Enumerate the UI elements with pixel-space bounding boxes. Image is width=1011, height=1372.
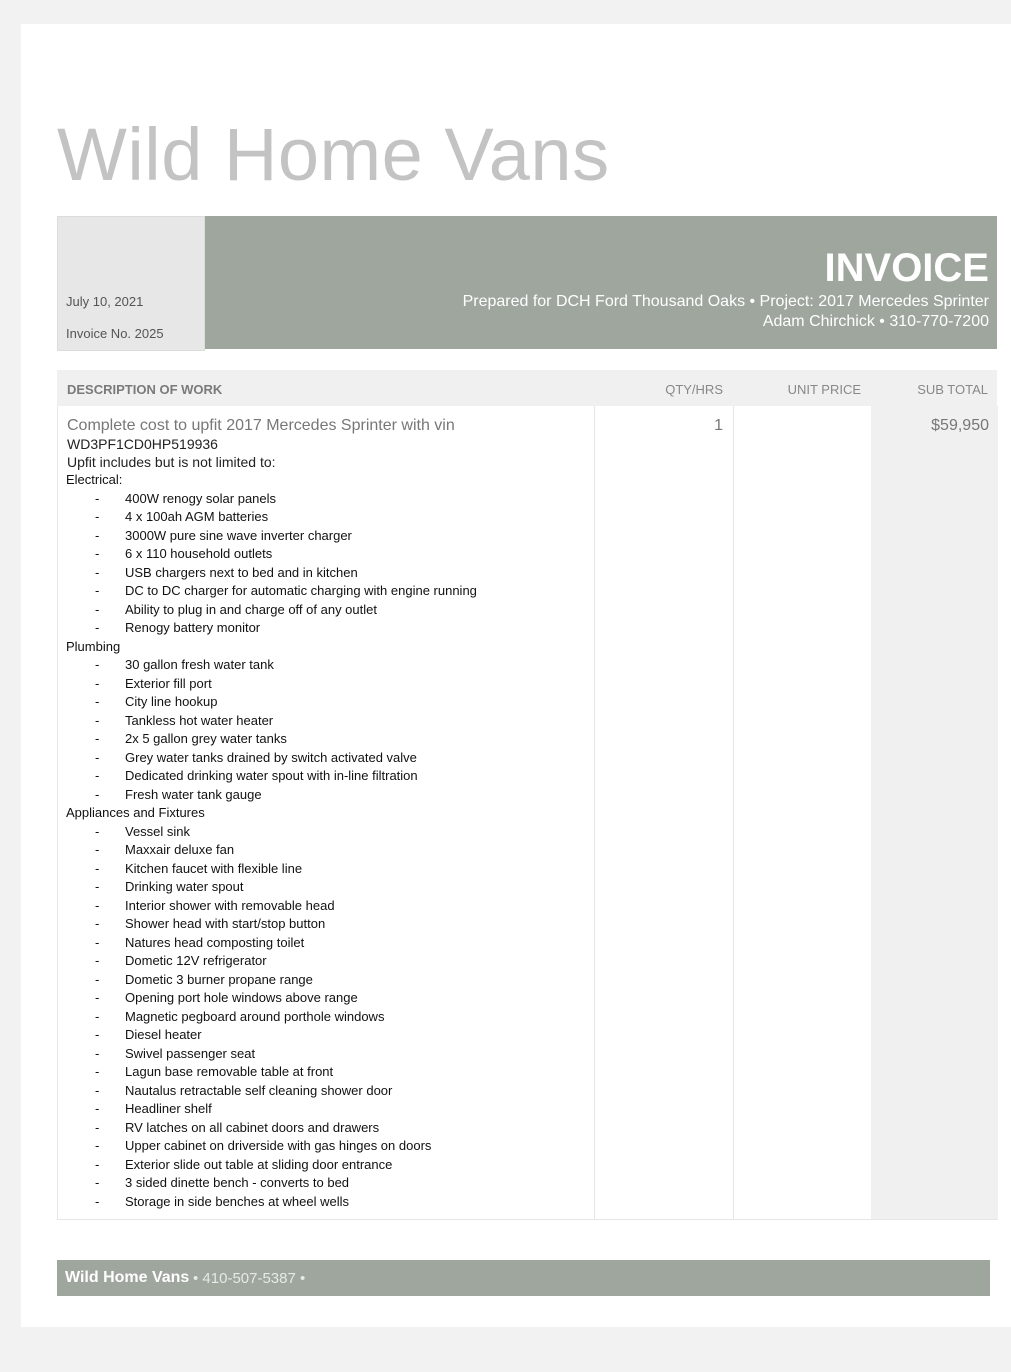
- unit-price-cell: [734, 406, 870, 1219]
- header-qty: QTY/HRS: [665, 382, 723, 397]
- bullet-dash: -: [95, 842, 100, 857]
- row-vin: WD3PF1CD0HP519936: [67, 436, 218, 452]
- list-item-text: 30 gallon fresh water tank: [125, 657, 274, 672]
- list-item: [66, 841, 591, 860]
- list-item-text: Exterior slide out table at sliding door entrance: [125, 1156, 393, 1172]
- list-item: [66, 934, 591, 953]
- bullet-dash: -: [95, 601, 100, 617]
- section-title: Plumbing: [66, 638, 121, 654]
- list-item: [66, 712, 591, 731]
- footer-phone: • 410-507-5387 •: [193, 1270, 306, 1287]
- bullet-dash: -: [95, 749, 100, 765]
- list-item: [66, 693, 591, 712]
- header-description: DESCRIPTION OF WORK: [67, 382, 223, 397]
- list-item: [66, 749, 591, 768]
- list-item: [66, 989, 591, 1008]
- bullet-dash: -: [95, 1138, 100, 1153]
- list-item-text: City line hookup: [125, 694, 218, 709]
- list-item-text: 400W renogy solar panels: [125, 490, 277, 506]
- table-row: [57, 406, 998, 1220]
- bullet-dash: -: [95, 657, 100, 672]
- contact-info: Adam Chirchick • 310-770-7200: [762, 313, 989, 330]
- list-item-text: DC to DC charger for automatic charging with engine running: [125, 583, 477, 598]
- list-item-text: USB chargers next to bed and in kitchen: [125, 564, 358, 580]
- sub-total-cell: [871, 406, 998, 1219]
- list-item: [66, 527, 591, 546]
- section-item-list: [66, 490, 591, 638]
- bullet-dash: -: [95, 546, 100, 561]
- bullet-dash: -: [95, 1045, 100, 1061]
- list-item-text: Kitchen faucet with flexible line: [125, 860, 303, 876]
- list-item: [66, 1063, 591, 1082]
- list-item-text: 2x 5 gallon grey water tanks: [125, 731, 287, 746]
- list-item-text: Ability to plug in and charge off of any outlet: [125, 601, 377, 617]
- list-item: [66, 508, 591, 527]
- bullet-dash: -: [95, 490, 100, 506]
- list-item-text: Dometic 12V refrigerator: [125, 953, 267, 968]
- footer-company: Wild Home Vans: [65, 1269, 190, 1286]
- list-item-text: Exterior fill port: [125, 675, 212, 691]
- bullet-dash: -: [95, 879, 100, 894]
- qty-value: 1: [714, 417, 723, 434]
- list-item-text: Tankless hot water heater: [125, 712, 274, 728]
- list-item: [66, 860, 591, 879]
- sub-total-value: $59,950: [931, 417, 989, 434]
- list-item-text: Diesel heater: [125, 1027, 202, 1042]
- list-item: [66, 767, 591, 786]
- invoice-number: Invoice No. 2025: [66, 326, 164, 341]
- list-item-text: Lagun base removable table at front: [125, 1064, 334, 1079]
- bullet-dash: -: [95, 953, 100, 968]
- list-item: [66, 564, 591, 583]
- list-item: [66, 1174, 591, 1193]
- list-item-text: Dedicated drinking water spout with in-line filtration: [125, 768, 418, 783]
- list-item-text: Upper cabinet on driverside with gas hinges on doors: [125, 1138, 432, 1153]
- bullet-dash: -: [95, 1064, 100, 1079]
- list-item-text: 4 x 100ah AGM batteries: [125, 509, 269, 524]
- section-title: Electrical:: [66, 472, 123, 487]
- list-item: [66, 656, 591, 675]
- bullet-dash: -: [95, 1082, 100, 1098]
- list-item: [66, 786, 591, 805]
- bullet-dash: -: [95, 768, 100, 783]
- bullet-dash: -: [95, 583, 100, 598]
- list-item: [66, 1137, 591, 1156]
- list-item-text: 6 x 110 household outlets: [125, 546, 273, 561]
- company-title: Wild Home Vans: [57, 113, 610, 196]
- list-item-text: RV latches on all cabinet doors and drawers: [125, 1119, 380, 1135]
- prepared-for: Prepared for DCH Ford Thousand Oaks • Project: 2017 Mercedes Sprinter: [462, 293, 989, 310]
- list-item: [66, 1026, 591, 1045]
- list-item-text: Renogy battery monitor: [125, 620, 261, 635]
- list-item: [66, 1082, 591, 1101]
- invoice-header-band: [205, 216, 997, 349]
- bullet-dash: -: [95, 1156, 100, 1172]
- list-item-text: Dometic 3 burner propane range: [125, 971, 313, 987]
- list-item-text: Grey water tanks drained by switch activated valve: [125, 749, 417, 765]
- table-header: [57, 370, 997, 406]
- list-item: [66, 823, 591, 842]
- invoice-title: INVOICE: [824, 246, 989, 290]
- bullet-dash: -: [95, 990, 100, 1005]
- bullet-dash: -: [95, 971, 100, 987]
- list-item: [66, 545, 591, 564]
- list-item: [66, 1045, 591, 1064]
- list-item-text: Swivel passenger seat: [125, 1045, 256, 1061]
- bullet-dash: -: [95, 509, 100, 524]
- invoice-date: July 10, 2021: [66, 294, 144, 309]
- list-item: [66, 730, 591, 749]
- list-item: [66, 1156, 591, 1175]
- bullet-dash: -: [95, 1008, 100, 1024]
- qty-cell: [595, 406, 734, 1219]
- list-item-text: Opening port hole windows above range: [125, 990, 358, 1005]
- section-item-list: [66, 823, 591, 1212]
- list-item-text: Nautalus retractable self cleaning shower door: [125, 1082, 393, 1098]
- feature-sections: [66, 471, 591, 1211]
- bullet-dash: -: [95, 694, 100, 709]
- bullet-dash: -: [95, 934, 100, 950]
- header-sub-total: SUB TOTAL: [917, 382, 988, 397]
- list-item: [66, 490, 591, 509]
- list-item: [66, 675, 591, 694]
- list-item-text: Fresh water tank gauge: [125, 786, 262, 802]
- list-item: [66, 1100, 591, 1119]
- list-item: [66, 971, 591, 990]
- bullet-dash: -: [95, 731, 100, 746]
- list-item-text: Headliner shelf: [125, 1101, 212, 1116]
- list-item: [66, 1193, 591, 1212]
- invoice-meta-box: [57, 216, 205, 351]
- bullet-dash: -: [95, 712, 100, 728]
- list-item: [66, 1008, 591, 1027]
- list-item-text: 3000W pure sine wave inverter charger: [125, 527, 352, 543]
- list-item-text: 3 sided dinette bench - converts to bed: [125, 1175, 350, 1190]
- bullet-dash: -: [95, 1193, 100, 1209]
- row-title: Complete cost to upfit 2017 Mercedes Sprinter with vin: [67, 417, 455, 434]
- list-item: [66, 1119, 591, 1138]
- header-unit-price: UNIT PRICE: [787, 382, 861, 397]
- description-cell: [58, 406, 595, 1219]
- bullet-dash: -: [95, 1119, 100, 1135]
- list-item: [66, 915, 591, 934]
- footer-band: [57, 1260, 990, 1296]
- list-item: [66, 897, 591, 916]
- list-item: [66, 619, 591, 638]
- section-title: Appliances and Fixtures: [66, 805, 205, 820]
- list-item: [66, 582, 591, 601]
- bullet-dash: -: [95, 1101, 100, 1116]
- section-item-list: [66, 656, 591, 804]
- bullet-dash: -: [95, 786, 100, 802]
- list-item-text: Natures head composting toilet: [125, 934, 305, 950]
- list-item-text: Interior shower with removable head: [125, 897, 335, 913]
- bullet-dash: -: [95, 527, 100, 543]
- bullet-dash: -: [95, 916, 100, 931]
- list-item-text: Drinking water spout: [125, 879, 244, 894]
- list-item-text: Storage in side benches at wheel wells: [125, 1193, 350, 1209]
- list-item-text: Vessel sink: [125, 823, 191, 839]
- list-item: [66, 952, 591, 971]
- list-item-text: Shower head with start/stop button: [125, 916, 326, 931]
- bullet-dash: -: [95, 1175, 100, 1190]
- list-item-text: Maxxair deluxe fan: [125, 842, 235, 857]
- bullet-dash: -: [95, 620, 100, 635]
- bullet-dash: -: [95, 564, 100, 580]
- bullet-dash: -: [95, 823, 100, 839]
- bullet-dash: -: [95, 675, 100, 691]
- bullet-dash: -: [95, 860, 100, 876]
- bullet-dash: -: [95, 1027, 100, 1042]
- list-item-text: Magnetic pegboard around porthole windows: [125, 1008, 385, 1024]
- invoice-page: [21, 24, 1011, 1327]
- row-note: Upfit includes but is not limited to:: [67, 454, 276, 470]
- list-item: [66, 601, 591, 620]
- bullet-dash: -: [95, 897, 100, 913]
- list-item: [66, 878, 591, 897]
